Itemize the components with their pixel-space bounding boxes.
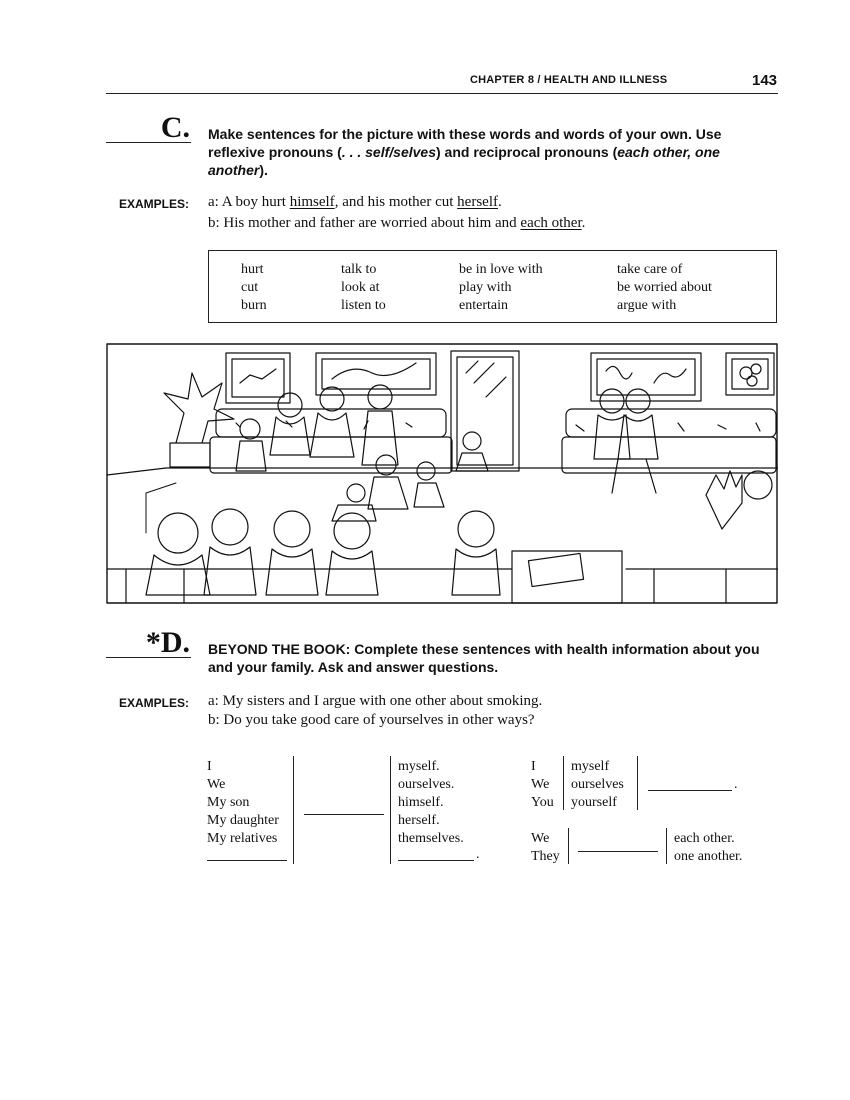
subject-word: We xyxy=(207,777,226,792)
examples-label-d: EXAMPLES: xyxy=(119,696,190,710)
subject-word: My son xyxy=(207,795,250,810)
subject-word: We xyxy=(531,831,550,846)
underlined-word: each other xyxy=(520,215,582,231)
blank-line[interactable] xyxy=(304,814,384,815)
example-tag: b: xyxy=(208,215,220,231)
underlined-word: herself xyxy=(457,194,498,210)
running-head: CHAPTER 8 / HEALTH AND ILLNESS xyxy=(470,74,668,86)
end-punct: . xyxy=(476,847,480,862)
table2-reflexives xyxy=(571,758,624,812)
example-text: A boy hurt xyxy=(221,194,290,210)
instruction-italic-1: . . . self/selves xyxy=(341,144,436,160)
reciprocal-word: one another. xyxy=(674,849,743,864)
table1-subjects xyxy=(207,758,279,848)
table3-subjects xyxy=(531,830,560,866)
blank-line[interactable] xyxy=(648,790,732,791)
word-box xyxy=(208,250,777,323)
table3-reciprocals xyxy=(674,830,742,866)
word: cut xyxy=(241,280,259,295)
subject-word: They xyxy=(531,849,560,864)
subject-word: You xyxy=(531,795,554,810)
instruction-text: Make sentences for the picture with these words and words of your own. Use reflexive pronouns ( xyxy=(208,126,722,160)
blank-line[interactable] xyxy=(207,860,287,861)
example-text: His mother and father are worried about him and xyxy=(223,215,521,231)
word: argue with xyxy=(617,298,677,313)
instruction-text-end: ). xyxy=(259,162,268,178)
example-text: My sisters and I argue with one other about smoking. xyxy=(222,693,543,709)
blank-line[interactable] xyxy=(578,851,658,852)
example-text: Do you take good care of yourselves in other ways? xyxy=(223,712,535,728)
subject-word: I xyxy=(207,759,212,774)
table2-subjects xyxy=(531,758,554,812)
table-divider xyxy=(563,756,564,810)
reflexive-word: herself. xyxy=(398,813,440,828)
subject-word: We xyxy=(531,777,550,792)
word: hurt xyxy=(241,262,264,277)
word-column xyxy=(459,261,543,315)
page-number: 143 xyxy=(752,72,778,89)
subject-word: My relatives xyxy=(207,831,278,846)
underlined-word: himself xyxy=(289,194,335,210)
section-d-letter: *D. xyxy=(145,626,190,659)
word: be worried about xyxy=(617,280,712,295)
header-rule xyxy=(106,93,778,94)
reflexive-word: myself xyxy=(571,759,610,774)
word: be in love with xyxy=(459,262,543,277)
word-column xyxy=(617,261,712,315)
word: entertain xyxy=(459,298,508,313)
word: talk to xyxy=(341,262,377,277)
example-tag: a: xyxy=(208,693,219,709)
word: listen to xyxy=(341,298,386,313)
table-divider xyxy=(390,756,391,864)
word: burn xyxy=(241,298,267,313)
reflexive-word: ourselves. xyxy=(398,777,455,792)
table-divider xyxy=(568,828,569,864)
word: take care of xyxy=(617,262,683,277)
table-divider xyxy=(637,756,638,810)
instruction-text-mid: ) and reciprocal pronouns ( xyxy=(435,144,618,160)
table-divider xyxy=(666,828,667,864)
table1-reflexives xyxy=(398,758,464,848)
example-text: , and his mother cut xyxy=(334,194,458,210)
subject-word: I xyxy=(531,759,536,774)
word: play with xyxy=(459,280,512,295)
example-d-b xyxy=(208,710,535,731)
table-divider xyxy=(293,756,294,864)
example-tag: b: xyxy=(208,712,220,728)
word-column xyxy=(241,261,267,315)
example-text: . xyxy=(581,215,586,231)
reflexive-word: myself. xyxy=(398,759,440,774)
section-c-instructions xyxy=(208,125,773,179)
subject-word: My daughter xyxy=(207,813,279,828)
examples-label-c: EXAMPLES: xyxy=(119,197,190,211)
section-d-instructions: BEYOND THE BOOK: Complete these sentences with health information about you and your family. Ask and answer questions. xyxy=(208,641,760,675)
example-d-a xyxy=(208,691,542,712)
example-c-b xyxy=(208,213,585,234)
reflexive-word: ourselves xyxy=(571,777,624,792)
blank-line[interactable] xyxy=(398,860,474,861)
reflexive-word: themselves. xyxy=(398,831,464,846)
example-text: . xyxy=(497,194,502,210)
end-punct: . xyxy=(734,777,738,792)
reflexive-word: himself. xyxy=(398,795,444,810)
word-column xyxy=(341,261,386,315)
example-c-a xyxy=(208,192,502,213)
instruction-italic-2: each other, one another xyxy=(208,144,720,178)
example-tag: a: xyxy=(208,194,219,210)
reciprocal-word: each other. xyxy=(674,831,735,846)
word: look at xyxy=(341,280,380,295)
waiting-room-illustration xyxy=(106,343,778,605)
reflexive-word: yourself xyxy=(571,795,617,810)
section-c-letter: C. xyxy=(160,111,190,144)
